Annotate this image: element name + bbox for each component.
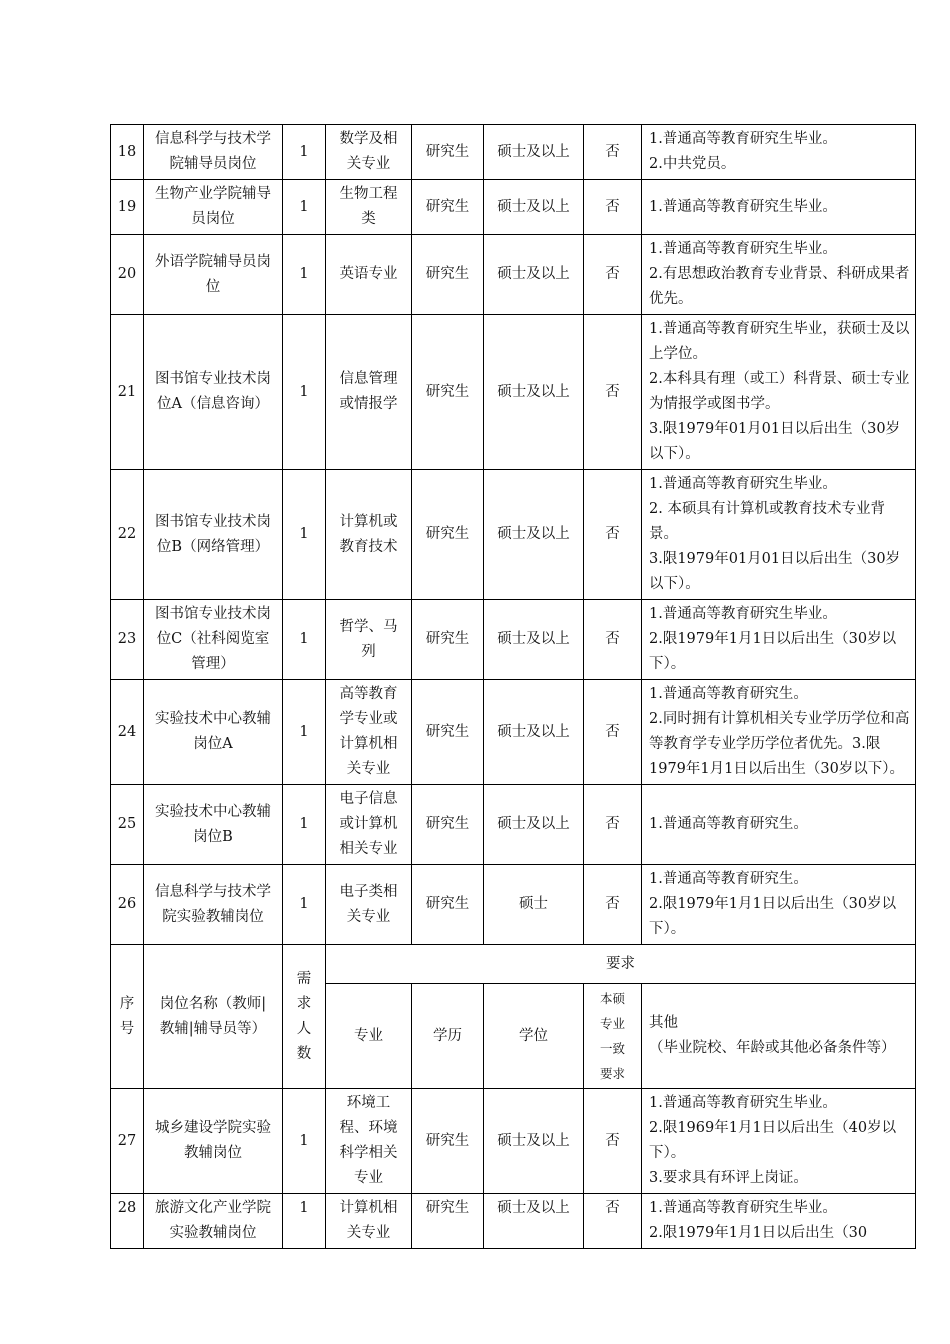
header-post: 岗位名称（教师|教辅|辅导员等） [144, 945, 283, 1089]
requirement-line: 3.要求具有环评上岗证。 [649, 1170, 808, 1186]
cell-post: 实验技术中心教辅岗位A [144, 680, 283, 785]
requirement-line: 1.普通高等教育研究生毕业。 [649, 241, 837, 257]
cell-other [642, 785, 916, 865]
header-other-title: 其他 [649, 1015, 678, 1031]
table-row [111, 315, 916, 470]
requirement-line: 1.普通高等教育研究生毕业。 [649, 198, 837, 215]
cell-major: 信息管理或情报学 [326, 315, 412, 470]
cell-post: 信息科学与技术学院辅导员岗位 [144, 125, 283, 180]
cell-edu: 研究生 [412, 1089, 484, 1194]
cell-other [642, 1194, 916, 1249]
requirement-line: 2.本科具有理（或工）科背景、硕士专业为情报学或图书学。 [649, 371, 910, 412]
cell-edu: 研究生 [412, 315, 484, 470]
cell-degree: 硕士及以上 [484, 1089, 584, 1194]
cell-no: 28 [111, 1194, 144, 1249]
requirement-line: 1.普通高等教育研究生。 [649, 871, 808, 887]
table-body-lower [111, 1089, 916, 1249]
table-row [111, 1089, 916, 1194]
cell-edu: 研究生 [412, 180, 484, 235]
requirement-line: 2.限1979年1月1日以后出生（30岁以下）。 [649, 631, 897, 672]
cell-consistent: 否 [584, 1194, 642, 1249]
cell-major: 哲学、马列 [326, 600, 412, 680]
cell-other [642, 865, 916, 945]
cell-post: 图书馆专业技术岗位C（社科阅览室管理） [144, 600, 283, 680]
cell-other [642, 180, 916, 235]
requirement-line: 2.中共党员。 [649, 156, 736, 172]
requirement-line: 1.普通高等教育研究生毕业。 [649, 131, 837, 147]
cell-major: 计算机或教育技术 [326, 470, 412, 600]
cell-other [642, 235, 916, 315]
cell-no: 19 [111, 180, 144, 235]
cell-degree: 硕士及以上 [484, 600, 584, 680]
cell-other [642, 600, 916, 680]
cell-consistent: 否 [584, 600, 642, 680]
requirement-line: 1.普通高等教育研究生毕业，获硕士及以上学位。 [649, 321, 910, 362]
cell-edu: 研究生 [412, 865, 484, 945]
cell-degree: 硕士及以上 [484, 785, 584, 865]
cell-post: 信息科学与技术学院实验教辅岗位 [144, 865, 283, 945]
cell-consistent: 否 [584, 180, 642, 235]
requirement-line: 3.限1979年01月01日以后出生（30岁以下）。 [649, 421, 901, 462]
cell-consistent: 否 [584, 125, 642, 180]
cell-major: 数学及相关专业 [326, 125, 412, 180]
cell-edu: 研究生 [412, 235, 484, 315]
requirement-line: 2.限1969年1月1日以后出生（40岁以下）。 [649, 1120, 897, 1161]
header-edu: 学历 [412, 984, 484, 1089]
cell-major: 高等教育学专业或计算机相关专业 [326, 680, 412, 785]
cell-count: 1 [283, 680, 326, 785]
cell-consistent: 否 [584, 865, 642, 945]
cell-edu: 研究生 [412, 785, 484, 865]
cell-other [642, 470, 916, 600]
cell-edu: 研究生 [412, 1194, 484, 1249]
header-degree: 学位 [484, 984, 584, 1089]
requirement-line: 1.普通高等教育研究生毕业。 [649, 476, 837, 492]
requirement-line: 2.限1979年1月1日以后出生（30岁以下）。 [649, 896, 897, 937]
cell-edu: 研究生 [412, 680, 484, 785]
cell-degree: 硕士及以上 [484, 1194, 584, 1249]
cell-consistent: 否 [584, 1089, 642, 1194]
cell-no: 23 [111, 600, 144, 680]
requirement-line: 2. 本硕具有计算机或教育技术专业背景。 [649, 501, 885, 542]
cell-edu: 研究生 [412, 600, 484, 680]
table-row [111, 180, 916, 235]
table-row [111, 235, 916, 315]
cell-no: 20 [111, 235, 144, 315]
cell-count: 1 [283, 600, 326, 680]
header-row-1 [111, 945, 916, 984]
cell-other [642, 680, 916, 785]
header-count: 需求人数 [283, 945, 326, 1089]
cell-count: 1 [283, 1089, 326, 1194]
cell-degree: 硕士及以上 [484, 125, 584, 180]
cell-count: 1 [283, 125, 326, 180]
requirement-line: 2.有思想政治教育专业背景、科研成果者优先。 [649, 266, 910, 307]
cell-count: 1 [283, 1194, 326, 1249]
table-header [111, 945, 916, 1089]
requirement-line: 1.普通高等教育研究生毕业。 [649, 1095, 837, 1111]
table-row [111, 865, 916, 945]
cell-degree: 硕士及以上 [484, 315, 584, 470]
requirement-line: 2.限1979年1月1日以后出生（30 [649, 1225, 868, 1241]
requirement-line: 1.普通高等教育研究生。 [649, 816, 808, 832]
header-other [642, 984, 916, 1089]
cell-major: 计算机相关专业 [326, 1194, 412, 1249]
cell-no: 21 [111, 315, 144, 470]
cell-major: 英语专业 [326, 235, 412, 315]
requirement-line: 1.普通高等教育研究生。 [649, 686, 808, 702]
table-row [111, 125, 916, 180]
cell-edu: 研究生 [412, 470, 484, 600]
cell-degree: 硕士及以上 [484, 470, 584, 600]
requirement-line: 2.同时拥有计算机相关专业学历学位和高等教育学专业学历学位者优先。3.限1979年1月1日以后出生（30岁以下）。 [649, 711, 910, 777]
cell-degree: 硕士 [484, 865, 584, 945]
cell-post: 旅游文化产业学院实验教辅岗位 [144, 1194, 283, 1249]
header-requirements: 要求 [326, 945, 916, 984]
cell-count: 1 [283, 785, 326, 865]
table-row [111, 785, 916, 865]
cell-consistent: 否 [584, 785, 642, 865]
recruitment-table [110, 124, 916, 1249]
cell-count: 1 [283, 865, 326, 945]
table-row [111, 600, 916, 680]
cell-edu: 研究生 [412, 125, 484, 180]
cell-degree: 硕士及以上 [484, 680, 584, 785]
requirement-line: 1.普通高等教育研究生毕业。 [649, 606, 837, 622]
cell-consistent: 否 [584, 315, 642, 470]
cell-major: 电子类相关专业 [326, 865, 412, 945]
cell-count: 1 [283, 470, 326, 600]
cell-no: 18 [111, 125, 144, 180]
cell-consistent: 否 [584, 235, 642, 315]
cell-count: 1 [283, 180, 326, 235]
header-major: 专业 [326, 984, 412, 1089]
cell-other [642, 1089, 916, 1194]
cell-post: 实验技术中心教辅岗位B [144, 785, 283, 865]
table-row [111, 470, 916, 600]
cell-degree: 硕士及以上 [484, 180, 584, 235]
cell-post: 图书馆专业技术岗位B（网络管理） [144, 470, 283, 600]
cell-count: 1 [283, 315, 326, 470]
cell-post: 城乡建设学院实验教辅岗位 [144, 1089, 283, 1194]
cell-no: 25 [111, 785, 144, 865]
requirement-line: 3.限1979年01月01日以后出生（30岁以下）。 [649, 551, 901, 592]
table-row [111, 680, 916, 785]
cell-no: 22 [111, 470, 144, 600]
header-other-subtitle: （毕业院校、年龄或其他必备条件等） [649, 1040, 896, 1056]
cell-post: 外语学院辅导员岗位 [144, 235, 283, 315]
cell-major: 电子信息或计算机相关专业 [326, 785, 412, 865]
cell-count: 1 [283, 235, 326, 315]
cell-no: 26 [111, 865, 144, 945]
cell-no: 27 [111, 1089, 144, 1194]
cell-no: 24 [111, 680, 144, 785]
requirement-line: 1.普通高等教育研究生毕业。 [649, 1200, 837, 1216]
cell-consistent: 否 [584, 470, 642, 600]
header-no: 序号 [111, 945, 144, 1089]
cell-major: 生物工程类 [326, 180, 412, 235]
cell-post: 图书馆专业技术岗位A（信息咨询） [144, 315, 283, 470]
cell-other [642, 315, 916, 470]
cell-consistent: 否 [584, 680, 642, 785]
cell-other [642, 125, 916, 180]
cell-degree: 硕士及以上 [484, 235, 584, 315]
cell-major: 环境工程、环境科学相关专业 [326, 1089, 412, 1194]
cell-post: 生物产业学院辅导员岗位 [144, 180, 283, 235]
table-row [111, 1194, 916, 1249]
table-body-upper [111, 125, 916, 945]
header-consistent: 本硕专业一致要求 [584, 984, 642, 1089]
